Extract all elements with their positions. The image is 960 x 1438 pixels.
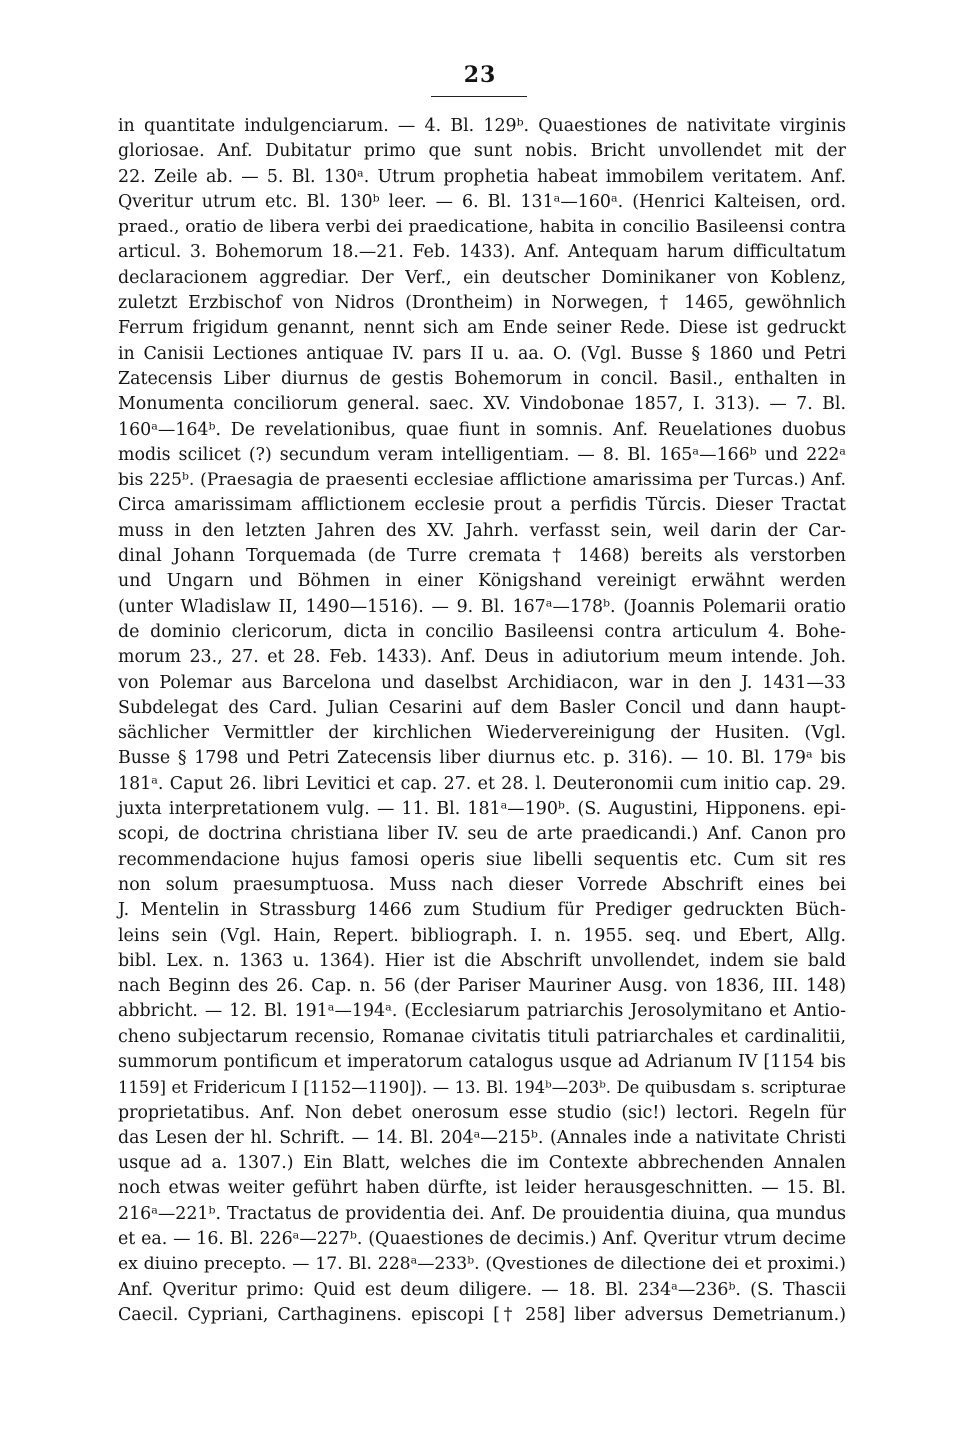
text-line: Busse § 1798 und Petri Zatecensis liber diurnus etc. p. 316). — 10. Bl. 179ᵃ bis: [118, 748, 846, 769]
text-line: 216ᵃ—221ᵇ. Tractatus de providentia dei. Anf. De prouidentia diuina, qua mundus: [118, 1203, 846, 1224]
text-line: non solum praesumptuosa. Muss nach dieser Vorrede Abschrift eines bei: [118, 874, 846, 895]
text-line: Anf. Qveritur primo: Quid est deum diligere. — 18. Bl. 234ᵃ—236ᵇ. (S. Thascii: [118, 1279, 846, 1300]
text-line: und Ungarn und Böhmen in einer Königshand vereinigt erwähnt werden: [118, 571, 846, 592]
text-line: nach Beginn des 26. Cap. n. 56 (der Pariser Mauriner Ausg. von 1836, III. 148): [118, 976, 846, 997]
text-line: recommendacione hujus famosi operis siue libelli sequentis etc. Cum sit res: [118, 849, 846, 870]
text-line: Ferrum frigidum genannt, nennt sich am Ende seiner Rede. Diese ist gedruckt: [118, 318, 846, 339]
text-line: Monumenta conciliorum general. saec. XV. Vindobonae 1857, I. 313). — 7. Bl.: [118, 394, 846, 415]
text-line: in quantitate indulgenciarum. — 4. Bl. 129ᵇ. Quaestiones de nativitate virginis: [118, 116, 846, 136]
text-line: 22. Zeile ab. — 5. Bl. 130ᵃ. Utrum prophetia habeat immobilem veritatem. Anf.: [118, 166, 846, 187]
text-line: ex diuino precepto. — 17. Bl. 228ᵃ—233ᵇ. (Qvestiones de dilectione dei et proximi.): [118, 1254, 846, 1275]
text-line: Circa amarissimam afflictionem ecclesie prout a perfidis Tŭrcis. Dieser Tractat: [118, 495, 846, 516]
text-line: scopi, de doctrina christiana liber IV. seu de arte praedicandi.) Anf. Canon pro: [118, 824, 846, 845]
text-line: sächlicher Vermittler der kirchlichen Wiedervereinigung der Husiten. (Vgl.: [118, 723, 846, 744]
text-line: summorum pontificum et imperatorum catalogus usque ad Adrianum IV [1154 bis: [118, 1051, 846, 1072]
text-line: praed., oratio de libera verbi dei praedicatione, habita in concilio Basileensi contra: [118, 217, 846, 238]
body-text: [118, 114, 846, 1328]
text-line: modis scilicet (?) secundum veram intelligentiam. — 8. Bl. 165ᵃ—166ᵇ und 222ᵃ: [118, 444, 846, 465]
text-line: 1159] et Fridericum I [1152—1190]). — 13. Bl. 194ᵇ—203ᵇ. De quibusdam s. scripturae: [118, 1078, 846, 1098]
text-line: bis 225ᵇ. (Praesagia de praesenti ecclesiae afflictione amarissima per Turcas.) Anf.: [118, 470, 846, 491]
text-line: declaracionem aggrediar. Der Verf., ein deutscher Dominikaner von Koblenz,: [118, 267, 846, 288]
text-line: cheno subjectarum recensio, Romanae civitatis tituli patriarchales et cardinalitii,: [118, 1026, 846, 1047]
text-line: muss in den letzten Jahren des XV. Jahrh. verfasst sein, weil darin der Car-: [118, 520, 846, 541]
text-line: juxta interpretationem vulg. — 11. Bl. 181ᵃ—190ᵇ. (S. Augustini, Hipponens. epi-: [118, 799, 846, 820]
text-line: von Polemar aus Barcelona und daselbst Archidiacon, war in den J. 1431—33: [118, 672, 846, 693]
text-line: articul. 3. Bohemorum 18.—21. Feb. 1433). Anf. Antequam harum difficultatum: [118, 242, 846, 263]
text-line: 160ᵃ—164ᵇ. De revelationibus, quae fiunt in somnis. Anf. Reuelationes duobus: [118, 419, 846, 440]
text-line: gloriosae. Anf. Dubitatur primo que sunt nobis. Bricht unvollendet mit der: [118, 141, 846, 162]
header-rule: [431, 96, 527, 97]
text-line: usque ad a. 1307.) Ein Blatt, welches die im Contexte abbrechenden Annalen: [118, 1153, 846, 1174]
text-line: dinal Johann Torquemada (de Turre cremata † 1468) bereits als verstorben: [118, 546, 846, 567]
text-line: et ea. — 16. Bl. 226ᵃ—227ᵇ. (Quaestiones de decimis.) Anf. Qveritur vtrum decime: [118, 1229, 846, 1250]
text-line: Subdelegat des Card. Julian Cesarini auf dem Basler Concil und dann haupt-: [118, 697, 846, 718]
text-line: 181ᵃ. Caput 26. libri Levitici et cap. 27. et 28. l. Deuteronomii cum initio cap. 29.: [118, 773, 846, 794]
page-number: 23: [463, 62, 497, 88]
text-line: leins sein (Vgl. Hain, Repert. bibliograph. I. n. 1955. seq. und Ebert, Allg.: [118, 925, 846, 946]
text-line: proprietatibus. Anf. Non debet onerosum esse studio (sic!) lectori. Regeln für: [118, 1102, 846, 1123]
text-line: de dominio clericorum, dicta in concilio Basileensi contra articulum 4. Bohe-: [118, 621, 846, 642]
text-line: (unter Wladislaw II, 1490—1516). — 9. Bl. 167ᵃ—178ᵇ. (Joannis Polemarii oratio: [118, 596, 846, 617]
text-line: Caecil. Cypriani, Carthaginens. episcopi [† 258] liber adversus Demetrianum.): [118, 1304, 846, 1325]
text-line: noch etwas weiter geführt haben dürfte, ist leider herausgeschnitten. — 15. Bl.: [118, 1178, 846, 1199]
text-line: das Lesen der hl. Schrift. — 14. Bl. 204ᵃ—215ᵇ. (Annales inde a nativitate Christi: [118, 1127, 846, 1148]
text-line: abbricht. — 12. Bl. 191ᵃ—194ᵃ. (Ecclesiarum patriarchis Jerosolymitano et Antio-: [118, 1001, 846, 1022]
text-line: Qveritur utrum etc. Bl. 130ᵇ leer. — 6. Bl. 131ᵃ—160ᵃ. (Henrici Kalteisen, ord.: [118, 191, 846, 212]
text-line: morum 23., 27. et 28. Feb. 1433). Anf. Deus in adiutorium meum intende. Joh.: [118, 647, 846, 668]
text-line: zuletzt Erzbischof von Nidros (Drontheim) in Norwegen, † 1465, gewöhnlich: [118, 293, 846, 314]
text-line: J. Mentelin in Strassburg 1466 zum Studium für Prediger gedruckten Büch-: [118, 900, 846, 921]
text-line: in Canisii Lectiones antiquae IV. pars II u. aa. O. (Vgl. Busse § 1860 und Petri: [118, 343, 846, 364]
text-line: bibl. Lex. n. 1363 u. 1364). Hier ist die Abschrift unvollendet, indem sie bald: [118, 950, 846, 971]
text-line: Zatecensis Liber diurnus de gestis Bohemorum in concil. Basil., enthalten in: [118, 368, 846, 389]
